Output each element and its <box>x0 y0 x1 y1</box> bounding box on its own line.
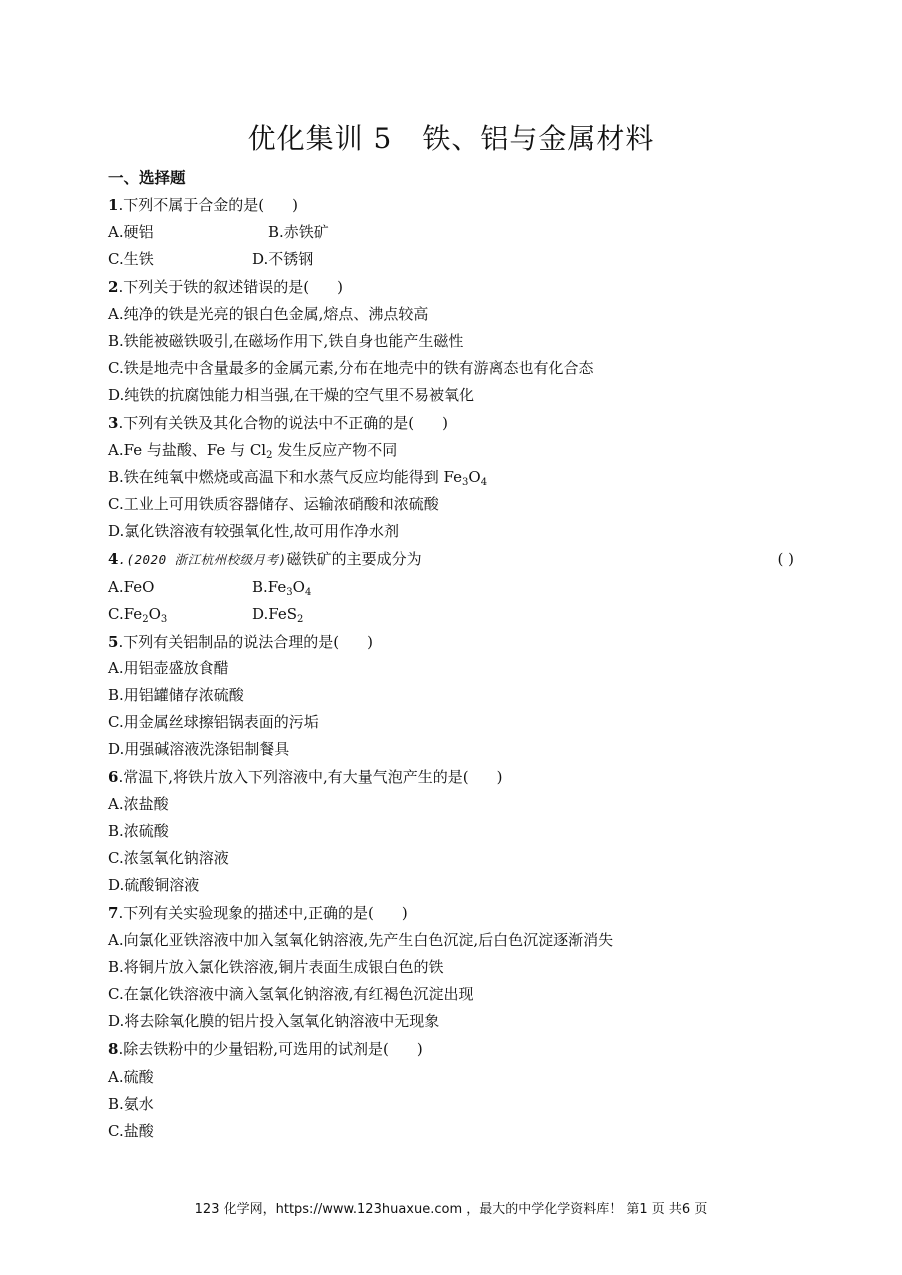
question-6-stem: 6.常温下,将铁片放入下列溶液中,有大量气泡产生的是( ) <box>108 768 503 786</box>
q5-option-b: B.用铝罐储存浓硫酸 <box>108 686 244 704</box>
question-8-stem: 8.除去铁粉中的少量铝粉,可选用的试剂是( ) <box>108 1040 423 1058</box>
q7-option-a: A.向氯化亚铁溶液中加入氢氧化钠溶液,先产生白色沉淀,后白色沉淀逐渐消失 <box>108 931 614 949</box>
page-footer: 123 化学网，https://www.123huaxue.com ，最大的中学化学资料库！ 第1 页 共6 页 <box>194 1202 708 1217</box>
q1-option-a: A.硬铝 <box>108 223 154 241</box>
q5-option-a: A.用铝壶盛放食醋 <box>108 659 229 677</box>
q2-option-c: C.铁是地壳中含量最多的金属元素,分布在地壳中的铁有游离态也有化合态 <box>108 359 594 377</box>
q4-option-b: $B.Fe_3O_4$ <box>252 578 312 598</box>
q8-option-a: A.硫酸 <box>108 1068 154 1086</box>
q5-option-c: C.用金属丝球擦铝锅表面的污垢 <box>108 713 319 731</box>
q6-option-a: A.浓盐酸 <box>108 795 169 813</box>
question-5-stem: 5.下列有关铝制品的说法合理的是( ) <box>108 633 373 651</box>
page-title: 优化集训 5 铁、铝与金属材料 <box>247 122 655 155</box>
q2-option-a: A.纯净的铁是光亮的银白色金属,熔点、沸点较高 <box>108 305 429 323</box>
q3-option-b: B.铁在纯氧中燃烧或高温下和水蒸气反应均能得到 $Fe_3O_4$ <box>108 468 488 488</box>
q3-option-a: A.Fe 与盐酸、Fe 与 $Cl_2$ 发生反应产物不同 <box>108 441 398 461</box>
q6-option-b: B.浓硫酸 <box>108 822 169 840</box>
q7-option-b: B.将铜片放入氯化铁溶液,铜片表面生成银白色的铁 <box>108 958 444 976</box>
q8-option-c: C.盐酸 <box>108 1122 154 1140</box>
q2-option-b: B.铁能被磁铁吸引,在磁场作用下,铁自身也能产生磁性 <box>108 332 464 350</box>
q3-option-d: D.氯化铁溶液有较强氧化性,故可用作净水剂 <box>108 522 400 540</box>
question-2-stem: 2.下列关于铁的叙述错误的是( ) <box>108 278 343 296</box>
question-4-stem: 4.(2020 浙江杭州校级月考)磁铁矿的主要成分为 <box>108 550 422 568</box>
q1-option-b: B.赤铁矿 <box>268 223 329 241</box>
q1-option-c: C.生铁 <box>108 250 154 268</box>
q8-option-b: B.氨水 <box>108 1095 154 1113</box>
q2-option-d: D.纯铁的抗腐蚀能力相当强,在干燥的空气里不易被氧化 <box>108 386 475 404</box>
q7-option-d: D.将去除氧化膜的铝片投入氢氧化钠溶液中无现象 <box>108 1012 440 1030</box>
q6-option-c: C.浓氢氧化钠溶液 <box>108 849 229 867</box>
q3-option-c: C.工业上可用铁质容器储存、运输浓硝酸和浓硫酸 <box>108 495 439 513</box>
q6-option-d: D.硫酸铜溶液 <box>108 876 200 894</box>
q4-source: .(2020 浙江杭州校级月考) <box>118 552 287 567</box>
q4-answer-paren: ( ) <box>777 550 794 568</box>
question-7-stem: 7.下列有关实验现象的描述中,正确的是( ) <box>108 904 408 922</box>
q4-option-a: A.FeO <box>108 578 155 596</box>
q1-option-d: D.不锈钢 <box>252 250 314 268</box>
question-1-stem: 1.下列不属于合金的是( ) <box>108 196 298 214</box>
question-3-stem: 3.下列有关铁及其化合物的说法中不正确的是( ) <box>108 414 448 432</box>
q4-option-c: $C.Fe_2O_3$ <box>108 605 168 625</box>
section-heading: 一、选择题 <box>108 168 186 187</box>
q7-option-c: C.在氯化铁溶液中滴入氢氧化钠溶液,有红褐色沉淀出现 <box>108 985 474 1003</box>
q5-option-d: D.用强碱溶液洗涤铝制餐具 <box>108 740 290 758</box>
q4-option-d: D.FeS$_2$ <box>252 605 304 625</box>
